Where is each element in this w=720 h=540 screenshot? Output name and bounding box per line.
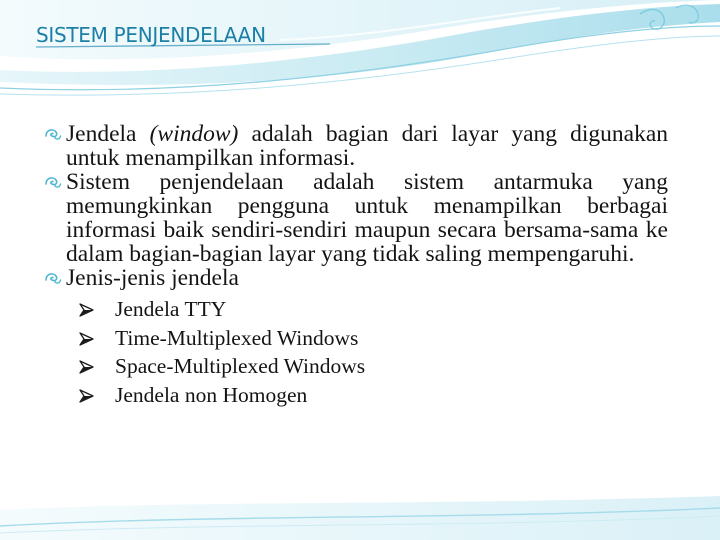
list-item-label: Jendela non Homogen	[115, 382, 308, 407]
bullet-text: Sistem penjendelaan adalah sistem antarmuka yang memungkinkan pengguna untuk menampilkan berbagai informasi baik sendiri-sendiri maupun secara bersama-sama ke dalam bagian-bagian layar yang tidak saling mempengaruhi.	[66, 169, 668, 267]
list-item-label: Time-Multiplexed Windows	[115, 325, 359, 350]
ornament-bullet-icon	[44, 270, 62, 288]
arrow-bullet-icon	[79, 389, 94, 403]
list-item	[44, 295, 668, 324]
list-item	[44, 381, 668, 410]
list-item	[44, 324, 668, 353]
ornament-bullet-icon	[44, 126, 62, 144]
arrow-bullet-icon	[79, 360, 94, 374]
bullet-windowing-system	[44, 170, 668, 266]
ornament-bullet-icon	[44, 174, 62, 192]
header-swoosh-decoration	[0, 0, 720, 95]
bullet-window-types	[44, 266, 668, 290]
bullet-text: Jenis-jenis jendela	[66, 265, 239, 291]
list-item-label: Space-Multiplexed Windows	[115, 354, 366, 378]
list-item-label: Jendela TTY	[115, 297, 227, 321]
window-types-list	[44, 295, 668, 409]
arrow-bullet-icon	[79, 332, 94, 346]
bullet-text: adalah bagian dari layar yang digunakan untuk menampilkan informasi.	[66, 121, 669, 171]
bullet-text: Jendela	[66, 121, 150, 147]
slide-title: SISTEM PENJENDELAAN	[36, 23, 266, 47]
list-item	[44, 352, 668, 381]
footer-swoosh-decoration	[0, 496, 720, 540]
bullet-text-italic: (window)	[149, 121, 239, 147]
bullet-window-definition	[44, 122, 668, 170]
slide-body	[44, 122, 668, 409]
arrow-bullet-icon	[79, 303, 94, 317]
